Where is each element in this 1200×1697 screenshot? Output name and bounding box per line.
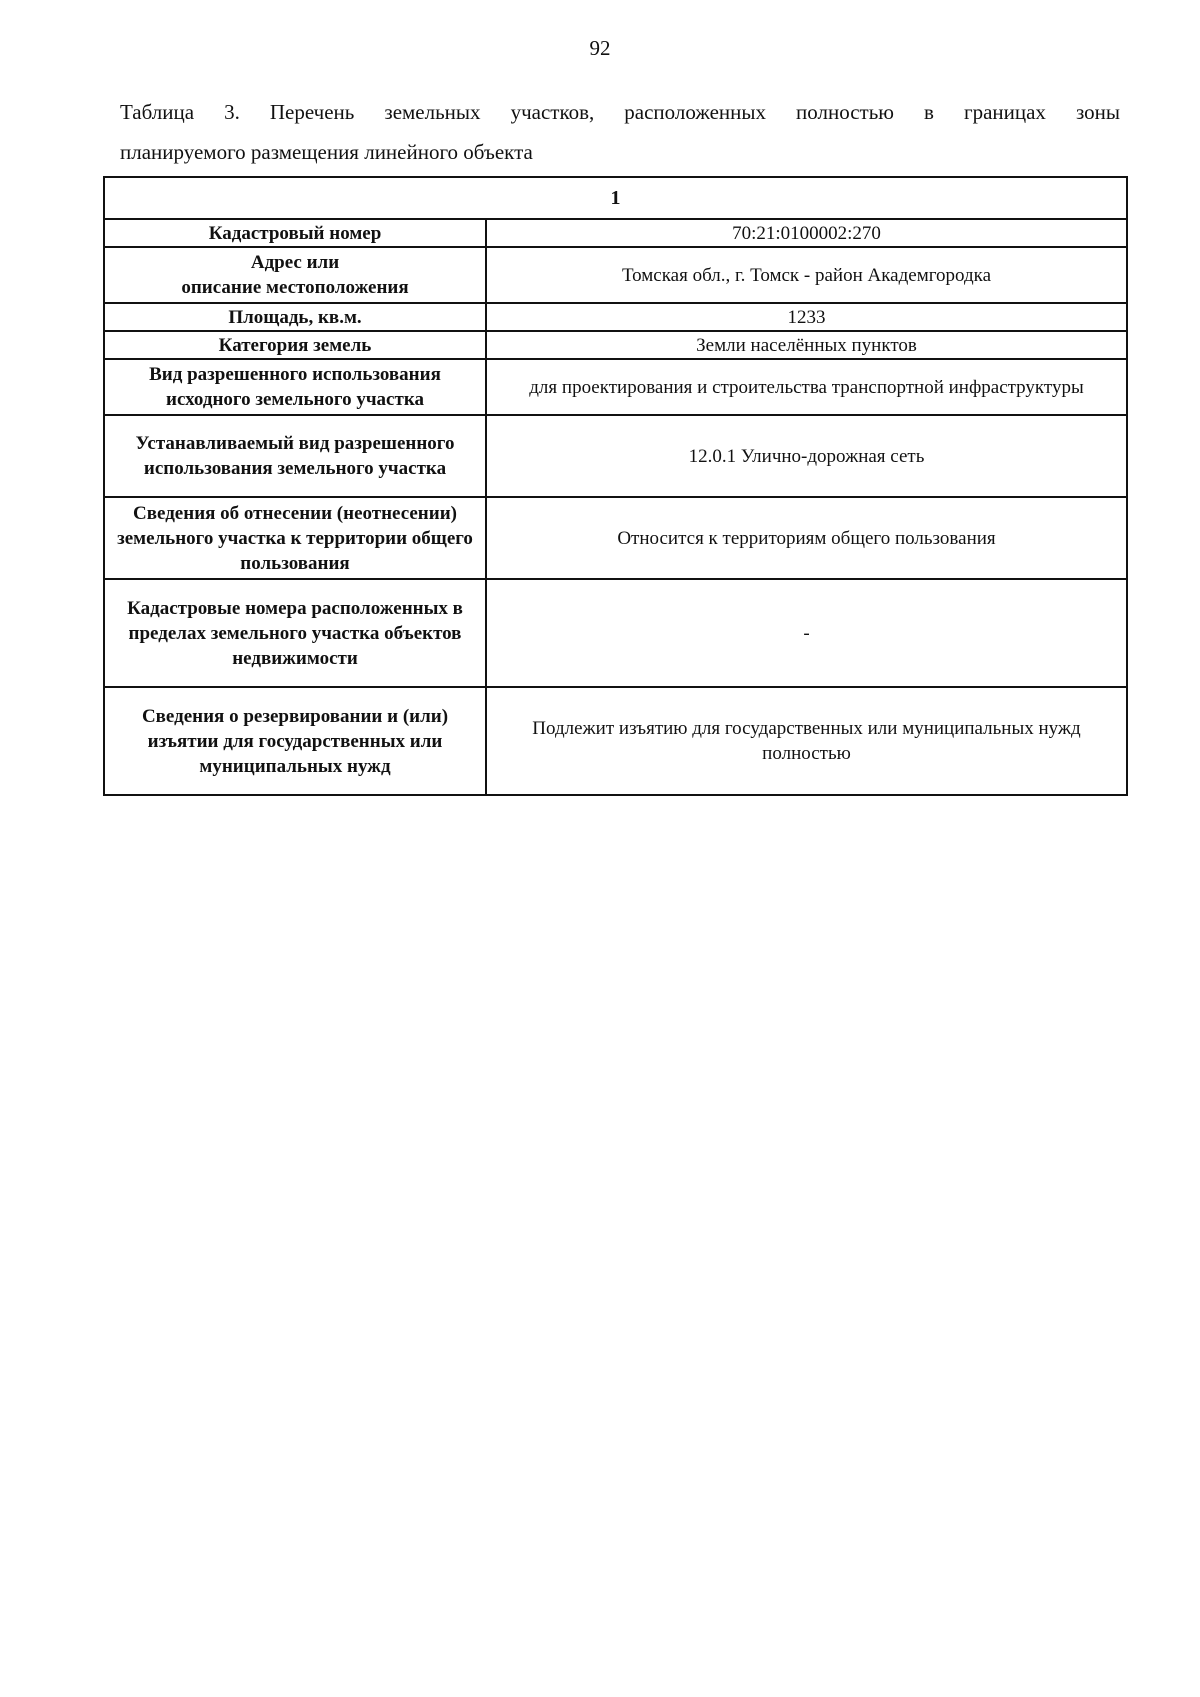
row-label: Вид разрешенного использования исходного земельного участка [104, 359, 486, 415]
table-row-area [104, 303, 1127, 331]
row-value: - [486, 579, 1127, 687]
row-label: Устанавливаемый вид разрешенного использования земельного участка [104, 415, 486, 497]
table-row-cadastral-number [104, 219, 1127, 247]
page-number: 92 [589, 36, 611, 60]
row-value: для проектирования и строительства транспортной инфраструктуры [486, 359, 1127, 415]
row-label: Категория земель [104, 331, 486, 359]
row-label: Кадастровый номер [104, 219, 486, 247]
row-value: Подлежит изъятию для государственных или муниципальных нужд полностью [486, 687, 1127, 795]
row-label: Площадь, кв.м. [104, 303, 486, 331]
table-row-established-permitted-use [104, 415, 1127, 497]
table-row-reservation [104, 687, 1127, 795]
row-label-address: Адрес или описание местоположения [181, 252, 409, 298]
row-label: Сведения о резервировании и (или) изъятии для государственных или муниципальных нужд [104, 687, 486, 795]
table-row-address [104, 247, 1127, 303]
table-row-original-permitted-use [104, 359, 1127, 415]
row-label: Кадастровые номера расположенных в пределах земельного участка объектов недвижимости [104, 579, 486, 687]
row-value: Относится к территориям общего пользования [486, 497, 1127, 579]
table-row-land-category [104, 331, 1127, 359]
table-row-real-estate-objects [104, 579, 1127, 687]
land-parcel-table [103, 176, 1128, 796]
row-value: 12.0.1 Улично-дорожная сеть [486, 415, 1127, 497]
row-value: 70:21:0100002:270 [486, 219, 1127, 247]
row-label [104, 247, 486, 303]
table-caption-line-2: планируемого размещения линейного объекта [120, 140, 533, 164]
table-caption-line-1: Таблица 3. Перечень земельных участков, расположенных полностью в границах зоны [120, 100, 1120, 124]
table-header-row [104, 177, 1127, 219]
row-value: 1233 [486, 303, 1127, 331]
row-value: Земли населённых пунктов [486, 331, 1127, 359]
row-label: Сведения об отнесении (неотнесении) земельного участка к территории общего пользования [104, 497, 486, 579]
table-header-cell: 1 [104, 177, 1127, 219]
row-value: Томская обл., г. Томск - район Академгородка [486, 247, 1127, 303]
table-caption [120, 92, 1120, 172]
table-row-public-territory [104, 497, 1127, 579]
